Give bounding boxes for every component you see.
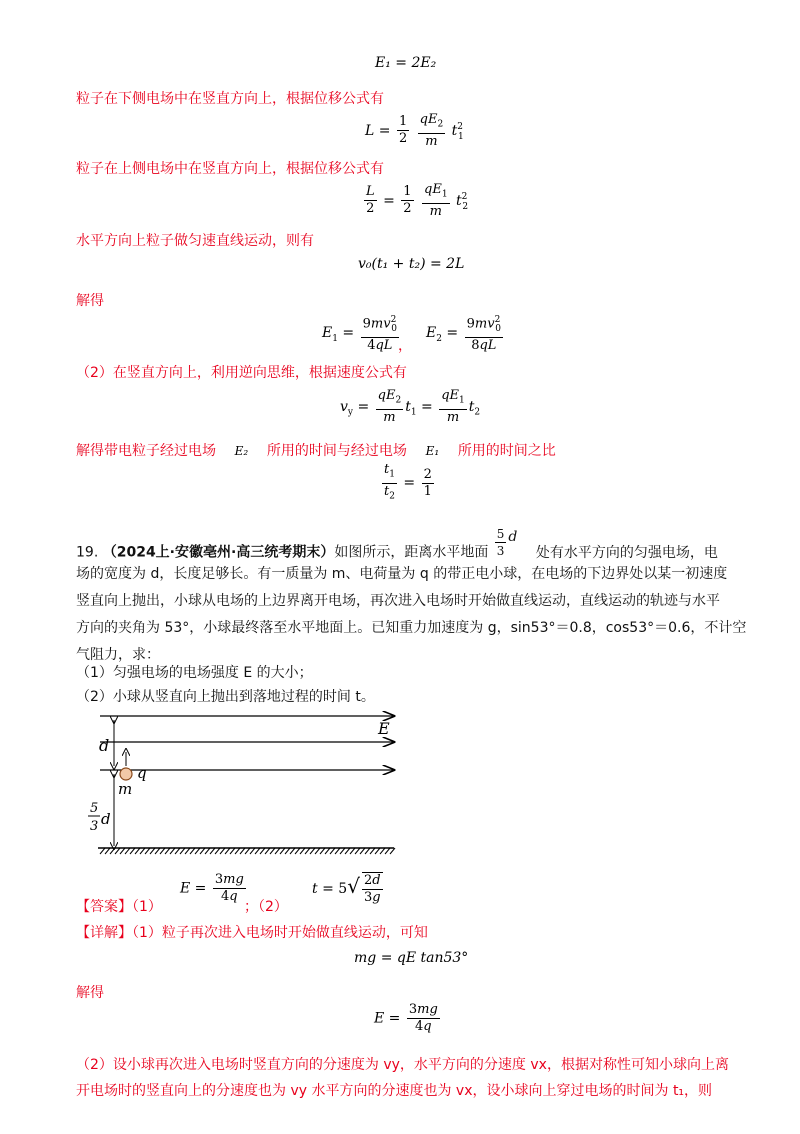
hatch-mark <box>165 848 170 854</box>
hatch-mark <box>295 848 300 854</box>
equation-time-ratio: $\frac{t_1}{t_2}$ = $\frac{2}{1}$ <box>384 462 432 502</box>
hatch-mark <box>310 848 315 854</box>
equation-vy: $v_y$ = $\frac{qE_2}{m}$ $t_1$ = $\frac{qE_1}{m}$ $t_2$ <box>340 388 481 425</box>
ratio-e2-symbol: E₂ <box>234 444 249 458</box>
hatch-mark <box>155 848 160 854</box>
problem-19-line5: 气阻力，求： <box>76 647 160 663</box>
problem-number: 19. <box>76 544 99 561</box>
hatch-mark <box>230 848 235 854</box>
hatch-mark <box>150 848 155 854</box>
detail-2-line-2: 开电场时的竖直向上的分速度也为 vy 水平方向的分速度也为 vx，设小球向上穿过电场的时间为 t₁，则 <box>76 1083 713 1099</box>
problem-19-line1: 19. （2024上·安徽亳州·高三统考期末）如图所示，距离水平地面 $\frac{5}{3}$ d 处有水平方向的匀强电场，电 <box>76 527 718 561</box>
hatch-mark <box>265 848 270 854</box>
hatch-mark <box>355 848 360 854</box>
problem-19-line4: 方向的夹角为 53°，小球最终落至水平地面上。已知重力加速度为 g，sin53°＝0.8，cos53°＝0.6，不计空 <box>76 620 747 636</box>
question-1: （1）匀强电场的电场强度 E 的大小； <box>76 665 313 681</box>
hatch-mark <box>280 848 285 854</box>
label-d: d <box>99 736 110 755</box>
upper-field-text: 粒子在上侧电场中在竖直方向上，根据位移公式有 <box>76 161 384 177</box>
hatch-mark <box>285 848 290 854</box>
equation-e1-result: $E_1$ = $\frac{9mv^2_0}{4qL}$ <box>322 312 401 354</box>
hatch-mark <box>175 848 180 854</box>
hatch-mark <box>385 848 390 854</box>
field-diagram <box>76 708 406 868</box>
problem-19-line3: 竖直向上抛出，小球从电场的上边界离开电场，再次进入电场时开始做直线运动，直线运动的轨迹与水平 <box>76 593 720 609</box>
hatch-mark <box>235 848 240 854</box>
hatch-mark <box>125 848 130 854</box>
hatch-mark <box>350 848 355 854</box>
hatch-mark <box>195 848 200 854</box>
equation-e1-2e2: E₁ = 2E₂ <box>375 55 437 71</box>
hatch-mark <box>255 848 260 854</box>
hatch-mark <box>205 848 210 854</box>
answer-e-expression: E = $\frac{3mg}{4q}$ <box>180 872 244 904</box>
detail-line-1 <box>76 922 428 942</box>
ratio-text-c: 所用的时间之比 <box>457 443 556 459</box>
hatch-mark <box>390 848 395 854</box>
hatch-mark <box>250 848 255 854</box>
hatch-mark <box>300 848 305 854</box>
hatch-mark <box>215 848 220 854</box>
horizontal-motion-text: 水平方向上粒子做匀速直线运动，则有 <box>76 233 314 249</box>
hatch-mark <box>330 848 335 854</box>
detail-1-text: （1）粒子再次进入电场时开始做直线运动，可知 <box>132 925 428 941</box>
answer-t-expression: t = 5√ $\frac{2d}{3g}$ <box>312 873 381 905</box>
problem-line1-b: 处有水平方向的匀强电场，电 <box>535 544 718 561</box>
hatch-mark <box>145 848 150 854</box>
hatch-mark <box>260 848 265 854</box>
hatch-mark <box>240 848 245 854</box>
hatch-mark <box>305 848 310 854</box>
hatch-mark <box>365 848 370 854</box>
equation-upper-displacement: $\frac{L}{2}$ = $\frac{1}{2}$ $\frac{qE_1}{m}$ $t^2_2$ <box>366 182 469 219</box>
hatch-mark <box>275 848 280 854</box>
label-3: 3 <box>90 819 99 834</box>
hatch-mark <box>110 848 115 854</box>
hatch-mark <box>360 848 365 854</box>
hatch-mark <box>335 848 340 854</box>
ratio-text-b: 所用的时间与经过电场 <box>266 443 407 459</box>
separator-comma: ， <box>398 338 412 354</box>
hatch-mark <box>160 848 165 854</box>
height-fraction: $\frac{5}{3}$ <box>496 527 505 558</box>
hatch-mark <box>185 848 190 854</box>
hatch-mark <box>315 848 320 854</box>
solve-label-2: 解得 <box>76 985 104 1001</box>
hatch-mark <box>320 848 325 854</box>
hatch-mark <box>180 848 185 854</box>
hatch-mark <box>270 848 275 854</box>
hatch-mark <box>170 848 175 854</box>
label-d-2: d <box>101 810 111 828</box>
hatch-mark <box>120 848 125 854</box>
answer-tag: 【答案】 <box>76 899 132 915</box>
hatch-mark <box>340 848 345 854</box>
hatch-mark <box>370 848 375 854</box>
hatch-mark <box>140 848 145 854</box>
problem-source: （2024上·安徽亳州·高三统考期末） <box>102 544 335 561</box>
equation-e-result: E = $\frac{3mg}{4q}$ <box>374 1002 438 1034</box>
hatch-mark <box>380 848 385 854</box>
hatch-mark <box>105 848 110 854</box>
equation-lower-displacement: L = $\frac{1}{2}$ $\frac{qE_2}{m}$ $t^2_1$ <box>365 112 464 149</box>
label-m: m <box>118 780 133 798</box>
problem-line1-a: 如图所示，距离水平地面 <box>334 544 489 561</box>
answer-line <box>76 896 162 916</box>
detail-tag: 【详解】 <box>76 925 132 941</box>
time-ratio-text <box>76 440 556 460</box>
part2-text: （2）在竖直方向上，利用逆向思维，根据速度公式有 <box>76 365 407 381</box>
ground-hatching <box>100 848 395 854</box>
equation-mg-qe-tan: mg = qE tan53° <box>354 950 469 966</box>
hatch-mark <box>130 848 135 854</box>
hatch-mark <box>135 848 140 854</box>
hatch-mark <box>325 848 330 854</box>
hatch-mark <box>245 848 250 854</box>
hatch-mark <box>210 848 215 854</box>
charged-ball <box>120 768 132 780</box>
lower-field-text: 粒子在下侧电场中在竖直方向上，根据位移公式有 <box>76 91 384 107</box>
equation-e2-result: $E_2$ = $\frac{9mv^2_0}{8qL}$ <box>426 312 505 354</box>
answer-part1-label: （1） <box>132 899 162 915</box>
hatch-mark <box>345 848 350 854</box>
ratio-text-a: 解得带电粒子经过电场 <box>76 443 216 459</box>
equation-horizontal-v0: v₀(t₁ + t₂) = 2L <box>358 256 465 272</box>
problem-19-line2: 场的宽度为 d，长度足够长。有一质量为 m、电荷量为 q 的带正电小球，在电场的下边界处以某一初速度 <box>76 566 728 582</box>
ratio-e1-symbol: E₁ <box>425 444 440 458</box>
hatch-mark <box>115 848 120 854</box>
label-q: q <box>137 764 147 782</box>
solve-label-1: 解得 <box>76 293 104 309</box>
hatch-mark <box>290 848 295 854</box>
answer-separator: ；（2） <box>244 899 288 915</box>
hatch-mark <box>190 848 195 854</box>
hatch-mark <box>100 848 105 854</box>
hatch-mark <box>200 848 205 854</box>
question-2: （2）小球从竖直向上抛出到落地过程的时间 t。 <box>76 689 375 705</box>
label-e: E <box>378 719 390 738</box>
hatch-mark <box>220 848 225 854</box>
hatch-mark <box>375 848 380 854</box>
label-5: 5 <box>90 801 99 816</box>
hatch-mark <box>225 848 230 854</box>
detail-2-line-1: （2）设小球再次进入电场时竖直方向的分速度为 vy，水平方向的分速度 vx，根据对称性可知小球向上离 <box>76 1057 729 1073</box>
